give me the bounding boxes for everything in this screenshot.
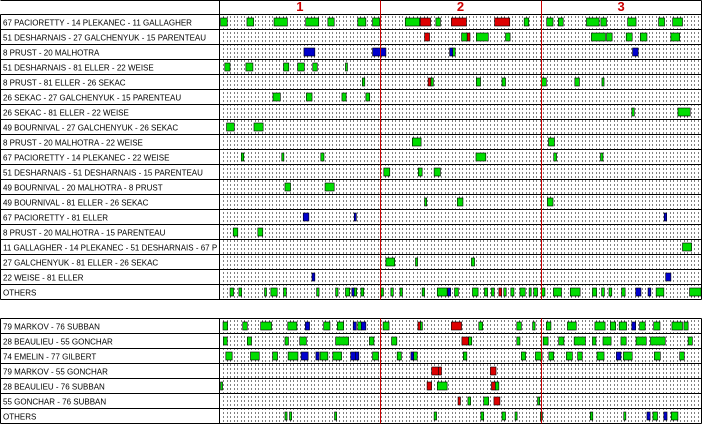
shift-bar-pp (432, 367, 439, 375)
shift-bar-even (688, 337, 692, 345)
shift-bar-even (575, 78, 580, 86)
shift-bar-pp (499, 288, 502, 296)
shift-bar-even (546, 322, 551, 330)
shift-bar-pp (490, 367, 496, 375)
line-label: 49 BOURNIVAL - 20 MALHOTRA - 8 PRUST (3, 183, 163, 193)
shift-bar-even (558, 18, 563, 26)
shift-bar-even (521, 352, 525, 360)
shift-bar-even (369, 337, 374, 345)
shift-bar-even (317, 288, 319, 296)
shift-bar-even (567, 322, 576, 330)
shift-bar-pp (491, 382, 495, 390)
shift-bar-even (282, 153, 284, 161)
shift-bar-pk (450, 48, 453, 56)
shift-bar-even (684, 322, 688, 330)
shift-bar-even (415, 258, 417, 266)
shift-bar-even (453, 48, 455, 56)
shift-bar-even (602, 288, 605, 296)
shift-bar-even (354, 288, 356, 296)
shift-bar-even (553, 288, 561, 296)
shift-bar-even (609, 288, 612, 296)
shift-bar-even (495, 382, 499, 390)
shift-bar-even (543, 337, 548, 345)
shift-bar-even (342, 93, 346, 101)
shift-bar-even (313, 63, 318, 71)
shift-bar-even (626, 33, 632, 41)
shift-bar-pp (418, 322, 420, 330)
shift-bar-even (425, 198, 427, 206)
shift-bar-even (578, 352, 583, 360)
line-label: 49 BOURNIVAL - 81 ELLER - 26 SEKAC (3, 198, 149, 208)
shift-bar-even (484, 288, 487, 296)
shift-bar-even (221, 18, 228, 26)
shift-bar-even (455, 288, 459, 296)
shift-bar-even (559, 337, 564, 345)
shift-bar-even (391, 288, 393, 296)
shift-bar-pk (647, 412, 650, 420)
shift-bar-even (622, 288, 626, 296)
shift-bar-even (549, 352, 554, 360)
shift-bar-pp (427, 382, 432, 390)
shift-bar-even (462, 33, 468, 41)
shift-bar-even (515, 412, 517, 420)
shift-bar-even (476, 33, 488, 41)
forwards-grid (224, 17, 699, 299)
shift-bar-even (628, 18, 636, 26)
shift-bar-even (502, 412, 506, 420)
shift-bar-even (392, 337, 397, 345)
shift-bar-even (548, 138, 554, 146)
shift-bar-pk (616, 352, 621, 360)
shift-bar-pk (633, 48, 639, 56)
period-label-1: 1 (296, 0, 304, 14)
line-label: 55 GONCHAR - 76 SUBBAN (3, 397, 107, 407)
shift-bar-pk (316, 352, 319, 360)
shift-bar-even (619, 322, 626, 330)
shift-bar-pk (352, 288, 354, 296)
shift-bar-even (247, 337, 251, 345)
shift-bar-even (335, 412, 337, 420)
shift-bar-even (254, 123, 263, 131)
shift-bar-even (306, 18, 319, 26)
shift-bar-even (502, 78, 506, 86)
shift-bar-even (412, 138, 421, 146)
shift-bar-pk (301, 352, 308, 360)
line-label: 8 PRUST - 20 MALHOTRA - 22 WEISE (3, 138, 143, 148)
shift-bar-pk (666, 273, 671, 281)
shift-bar-pk (361, 322, 366, 330)
shift-bar-even (225, 63, 230, 71)
shift-bar-even (601, 153, 603, 161)
shift-bar-even (471, 258, 474, 266)
shift-bar-even (285, 183, 291, 191)
shift-bar-even (233, 228, 238, 236)
shift-bar-pk (312, 273, 315, 281)
line-label: 51 DESHARNAIS - 27 GALCHENYUK - 15 PARENTEAU (3, 33, 207, 43)
shift-bar-even (671, 33, 680, 41)
shift-bar-even (373, 18, 380, 26)
shift-bar-even (463, 352, 467, 360)
shift-bar-even (595, 322, 605, 330)
shift-bar-even (414, 352, 418, 360)
shift-bar-even (288, 352, 298, 360)
shift-bar-pk (632, 322, 636, 330)
shift-bar-even (640, 322, 646, 330)
shift-bar-even (547, 198, 553, 206)
line-label: 8 PRUST - 81 ELLER - 26 SEKAC (3, 78, 126, 88)
shift-bar-pp (467, 33, 470, 41)
shift-bar-even (431, 78, 433, 86)
shift-bar-even (418, 168, 422, 176)
shift-bar-even (656, 288, 664, 296)
shift-bar-pp (495, 18, 510, 26)
shift-bar-pp (428, 78, 431, 86)
shift-bar-even (469, 337, 472, 345)
line-label: 8 PRUST - 20 MALHOTRA - 15 PARENTEAU (3, 228, 166, 238)
shift-bar-even (336, 337, 349, 345)
shift-bar-even (592, 288, 596, 296)
shift-bar-even (511, 288, 514, 296)
shift-bar-even (610, 322, 615, 330)
shift-bar-even (607, 33, 613, 41)
line-label: 67 PACIORETTY - 14 PLEKANEC - 22 WEISE (3, 153, 170, 163)
shift-bar-even (397, 352, 401, 360)
line-label: 74 EMELIN - 77 GILBERT (3, 352, 97, 362)
shift-bar-pk (353, 322, 356, 330)
shift-bar-even (290, 412, 292, 420)
shift-bar-even (566, 352, 572, 360)
shift-bar-pp (420, 18, 430, 26)
shift-bar-even (591, 33, 605, 41)
shift-bar-even (623, 352, 632, 360)
shift-bar-even (265, 288, 267, 296)
line-label: OTHERS (3, 288, 37, 298)
shift-bar-pp (425, 33, 430, 41)
shift-bar-even (273, 352, 278, 360)
shift-bar-even (337, 322, 343, 330)
shift-bar-even (361, 288, 364, 296)
shift-bar-pk (355, 352, 359, 360)
shift-bar-even (273, 93, 280, 101)
shift-bar-pk (664, 412, 667, 420)
shift-bar-even (226, 352, 232, 360)
shift-bar-pp (494, 397, 500, 405)
shift-bar-even (491, 288, 494, 296)
shift-bar-even (547, 18, 553, 26)
shift-bar-even (437, 382, 447, 390)
shift-bar-even (246, 63, 253, 71)
shift-bar-even (420, 322, 422, 330)
shift-bar-even (285, 337, 289, 345)
line-label: 26 SEKAC - 81 ELLER - 22 WEISE (3, 108, 129, 118)
shift-bar-pp (438, 367, 441, 375)
shift-bar-pk (305, 322, 309, 330)
shift-bar-even (517, 337, 520, 345)
shift-bar-even (239, 288, 242, 296)
shift-bar-pp (458, 397, 460, 405)
shift-bar-even (383, 322, 389, 330)
shift-bar-even (554, 153, 557, 161)
shift-bar-even (570, 288, 580, 296)
line-label: OTHERS (3, 412, 37, 422)
shift-bar-even (436, 18, 441, 26)
shift-bar-pk (351, 352, 356, 360)
line-label: 26 SEKAC - 27 GALCHENYUK - 15 PARENTEAU (3, 93, 182, 103)
shift-bar-even (345, 288, 349, 296)
shift-bar-even (586, 18, 599, 26)
line-label: 28 BEAULIEU - 55 GONCHAR (3, 337, 113, 347)
shift-bar-even (241, 153, 243, 161)
shift-bar-even (671, 412, 678, 420)
shift-bar-even (534, 288, 538, 296)
line-label: 11 GALLAGHER - 14 PLEKANEC - 51 DESHARNAIS - 67 P (3, 243, 218, 253)
shift-bar-pk (664, 213, 666, 221)
line-label: 22 WEISE - 81 ELLER (3, 273, 84, 283)
shift-bar-even (690, 288, 702, 296)
line-label: 79 MARKOV - 55 GONCHAR (3, 367, 108, 377)
shift-bar-even (504, 288, 506, 296)
shift-bar-even (362, 78, 364, 86)
shift-bar-even (320, 352, 328, 360)
shift-bar-even (472, 288, 478, 296)
shift-bar-even (683, 243, 692, 251)
shift-bar-even (517, 322, 522, 330)
shift-bar-even (261, 322, 272, 330)
shift-bar-even (243, 322, 248, 330)
line-label: 28 BEAULIEU - 76 SUBBAN (3, 382, 105, 392)
shift-bar-even (284, 288, 287, 296)
shift-bar-even (325, 183, 334, 191)
shift-bar-pk (354, 213, 356, 221)
line-label: 27 GALCHENYUK - 81 ELLER - 26 SEKAC (3, 258, 159, 268)
shift-bar-even (533, 322, 535, 330)
shift-bar-even (274, 18, 287, 26)
shift-bar-even (468, 397, 471, 405)
shift-bar-even (476, 78, 480, 86)
line-label: 67 PACIORETTY - 14 PLEKANEC - 11 GALLAGHER (3, 18, 192, 28)
shift-bar-even (601, 18, 607, 26)
shift-bar-even (520, 288, 525, 296)
shift-bar-even (250, 352, 259, 360)
shift-bar-even (247, 18, 254, 26)
shift-bar-even (603, 337, 611, 345)
shift-bar-pk (373, 48, 386, 56)
shift-bar-pk (636, 288, 641, 296)
line-label: 79 MARKOV - 76 SUBBAN (3, 322, 100, 332)
shift-bar-even (529, 288, 531, 296)
shift-bar-even (636, 337, 646, 345)
shift-bar-pk (303, 213, 309, 221)
shift-bar-even (258, 228, 263, 236)
defense-grid (224, 321, 699, 423)
shift-bar-even (602, 78, 604, 86)
shift-bar-even (358, 322, 362, 330)
shift-bar-even (592, 337, 596, 345)
shift-bar-even (384, 168, 390, 176)
shift-bar-even (306, 93, 312, 101)
shift-bar-even (366, 93, 370, 101)
shift-bar-pp (451, 18, 466, 26)
shift-bar-even (285, 412, 287, 420)
shift-bar-even (590, 412, 592, 420)
line-label: 51 DESHARNAIS - 51 DESHARNAIS - 15 PARENTEAU (3, 168, 203, 178)
shift-bar-even (484, 397, 489, 405)
shift-bar-even (597, 352, 604, 360)
shift-bar-pp (451, 322, 461, 330)
line-label: 49 BOURNIVAL - 27 GALCHENYUK - 26 SEKAC (3, 123, 179, 133)
shift-bar-pk (648, 288, 651, 296)
shift-bar-even (506, 33, 511, 41)
line-label: 51 DESHARNAIS - 81 ELLER - 22 WEISE (3, 63, 154, 73)
shift-bar-even (437, 288, 447, 296)
shift-bar-even (541, 78, 546, 86)
shift-bar-even (434, 412, 436, 420)
shift-bar-even (288, 322, 297, 330)
shift-bar-even (400, 288, 402, 296)
shift-bar-even (457, 198, 463, 206)
shift-bar-even (271, 288, 277, 296)
shift-bar-even (678, 108, 690, 116)
shift-bar-even (621, 337, 626, 345)
shift-bar-even (345, 63, 347, 71)
shift-bar-even (328, 18, 334, 26)
shift-bar-even (405, 18, 419, 26)
shift-bar-pp (462, 337, 469, 345)
shift-bar-pk (411, 352, 414, 360)
shift-bar-even (227, 123, 235, 131)
shift-bar-even (654, 322, 660, 330)
period-label-2: 2 (456, 0, 465, 14)
shift-bar-even (481, 412, 484, 420)
shift-bar-even (654, 352, 660, 360)
shift-bar-even (333, 352, 342, 360)
period-label-3: 3 (617, 0, 625, 14)
shift-bar-even (336, 288, 338, 296)
shift-bar-even (632, 108, 634, 116)
shift-bar-even (479, 322, 483, 330)
shift-bar-pk (304, 48, 315, 56)
shift-bar-even (221, 382, 223, 390)
shift-bar-even (680, 352, 685, 360)
shift-bar-pk (448, 288, 451, 296)
shift-bar-even (524, 18, 529, 26)
shift-bar-even (298, 63, 305, 71)
shift-bar-even (321, 153, 324, 161)
line-label: 67 PACIORETTY - 81 ELLER (3, 213, 109, 223)
line-label: 8 PRUST - 20 MALHOTRA (3, 48, 100, 58)
shift-bar-even (284, 63, 289, 71)
shift-bar-even (476, 153, 486, 161)
shift-bar-even (624, 412, 626, 420)
shift-bar-even (574, 337, 585, 345)
shift-bar-even (386, 258, 395, 266)
shift-bar-even (230, 288, 234, 296)
shift-bar-even (653, 412, 658, 420)
shift-bar-even (650, 337, 665, 345)
shift-bar-even (659, 18, 665, 26)
shift-bar-even (422, 288, 424, 296)
shift-bar-even (538, 397, 540, 405)
shift-bar-even (381, 288, 383, 296)
shift-bar-even (672, 322, 683, 330)
shift-bar-even (358, 18, 366, 26)
shift-bar-even (434, 168, 440, 176)
shift-bar-even (373, 352, 379, 360)
shift-bar-even (300, 337, 307, 345)
shift-bar-even (640, 33, 647, 41)
shift-bar-even (223, 322, 228, 330)
shift-bar-even (223, 337, 227, 345)
shift-bar-even (673, 18, 683, 26)
shift-bar-even (324, 322, 330, 330)
